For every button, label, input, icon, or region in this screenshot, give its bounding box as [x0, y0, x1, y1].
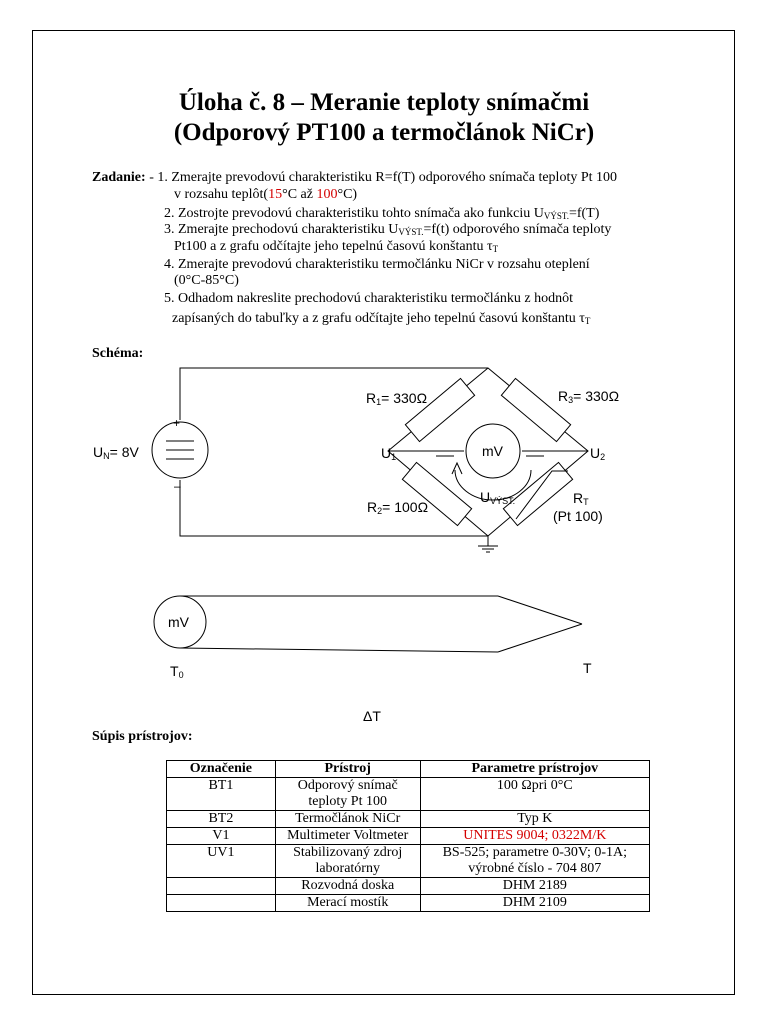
u1-label: $U_1$	[381, 445, 397, 462]
task-item-4-line-1: 4. Zmerajte prevodovú charakteristiku termočlánku NiCr v rozsahu oteplení	[164, 257, 590, 272]
table-row	[167, 845, 650, 878]
temp-high-value: 100	[316, 187, 338, 202]
table-cell: DHM 2109	[420, 895, 649, 912]
table-cell: Odporový snímač teploty Pt 100	[275, 778, 420, 811]
table-header-cell: Prístroj	[275, 761, 420, 778]
table-cell: BT1	[167, 778, 276, 811]
r1-label: $R_1= 330\Omega$	[366, 390, 428, 407]
instruments-label: Súpis prístrojov:	[92, 729, 193, 744]
table-cell: UV1	[167, 845, 276, 878]
table-cell: BT2	[167, 811, 276, 828]
task-label: Zadanie:	[92, 170, 146, 185]
r3-label: $R_3= 330\Omega$	[558, 388, 620, 405]
table-cell: Rozvodná doska	[275, 878, 420, 895]
uvyst-label: $U_{VÝST.}$	[480, 489, 516, 506]
table-cell: Multimeter Voltmeter	[275, 828, 420, 845]
r2-label: $R_2= 100\Omega$	[367, 499, 429, 516]
task-item-3-line-1: 3. Zmerajte prechodovú charakteristiku $U_{VÝST.}=f(t)$ odporového snímača teploty	[164, 222, 612, 237]
table-header-cell: Parametre prístrojov	[420, 761, 649, 778]
table-row	[167, 878, 650, 895]
task-item-4-line-2: (0°C-85°C)	[174, 273, 239, 288]
table-cell: Stabilizovaný zdroj laboratórny	[275, 845, 420, 878]
instruments-table	[166, 760, 650, 912]
thermo-meter-label: mV	[168, 614, 189, 630]
table-cell: UNITES 9004; 0322M/K	[420, 828, 649, 845]
table-cell: 100 Ωpri 0°C	[420, 778, 649, 811]
table-cell: V1	[167, 828, 276, 845]
thermo-wire-bottom	[180, 648, 498, 652]
table-cell: BS-525; parametre 0-30V; 0-1A; výrobné číslo - 704 807	[420, 845, 649, 878]
table-cell: Merací mostík	[275, 895, 420, 912]
table-cell	[167, 878, 276, 895]
plus-sign: +	[173, 416, 181, 430]
table-header-cell: Označenie	[167, 761, 276, 778]
table-cell: DHM 2189	[420, 878, 649, 895]
bridge-meter-label: mV	[482, 443, 503, 459]
rt-note: (Pt 100)	[553, 508, 603, 524]
t-label: T	[583, 660, 592, 676]
table-cell: Termočlánok NiCr	[275, 811, 420, 828]
rt-label: $R_T$	[573, 490, 589, 507]
table-row	[167, 828, 650, 845]
delta-t-label: ΔT	[363, 708, 381, 724]
source-voltage-label: $U_N= 8V$	[93, 444, 139, 461]
table-header-row	[167, 761, 650, 778]
task-item-5-line-2: zapísaných do tabuľky a z grafu odčítajte jeho tepelnú časovú konštantu $\tau_T$	[172, 311, 591, 326]
task-item-2: 2. Zostrojte prevodovú charakteristiku tohto snímača ako funkciu $U_{VÝST.}=f(T)$	[164, 206, 600, 221]
page-subtitle: (Odporový PT100 a termočlánok NiCr)	[173, 119, 595, 146]
table-cell	[167, 895, 276, 912]
task-item-5-line-1: 5. Odhadom nakreslite prechodovú charakteristiku termočlánku z hodnôt	[164, 291, 573, 306]
table-row	[167, 811, 650, 828]
table-cell: Typ K	[420, 811, 649, 828]
table-row	[167, 778, 650, 811]
task-item-1-line-1: Zadanie: - 1. Zmerajte prevodovú charakteristiku R=f(T) odporového snímača teploty Pt 100	[92, 170, 618, 185]
u2-label: $U_2$	[590, 445, 606, 462]
table-row	[167, 895, 650, 912]
t0-label: $T_0$	[170, 663, 184, 680]
task-item-3-line-2: Pt100 a z grafu odčítajte jeho tepelnú časovú konštantu $\tau_T$	[174, 239, 499, 254]
task-item-1-line-2: v rozsahu teplôt(15°C až 100°C)	[174, 187, 358, 202]
temp-low-value: 15	[268, 187, 283, 202]
schema-label: Schéma:	[92, 346, 144, 361]
page-title: Úloha č. 8 – Meranie teploty snímačmi	[178, 89, 590, 116]
minus-sign: –	[174, 479, 181, 493]
